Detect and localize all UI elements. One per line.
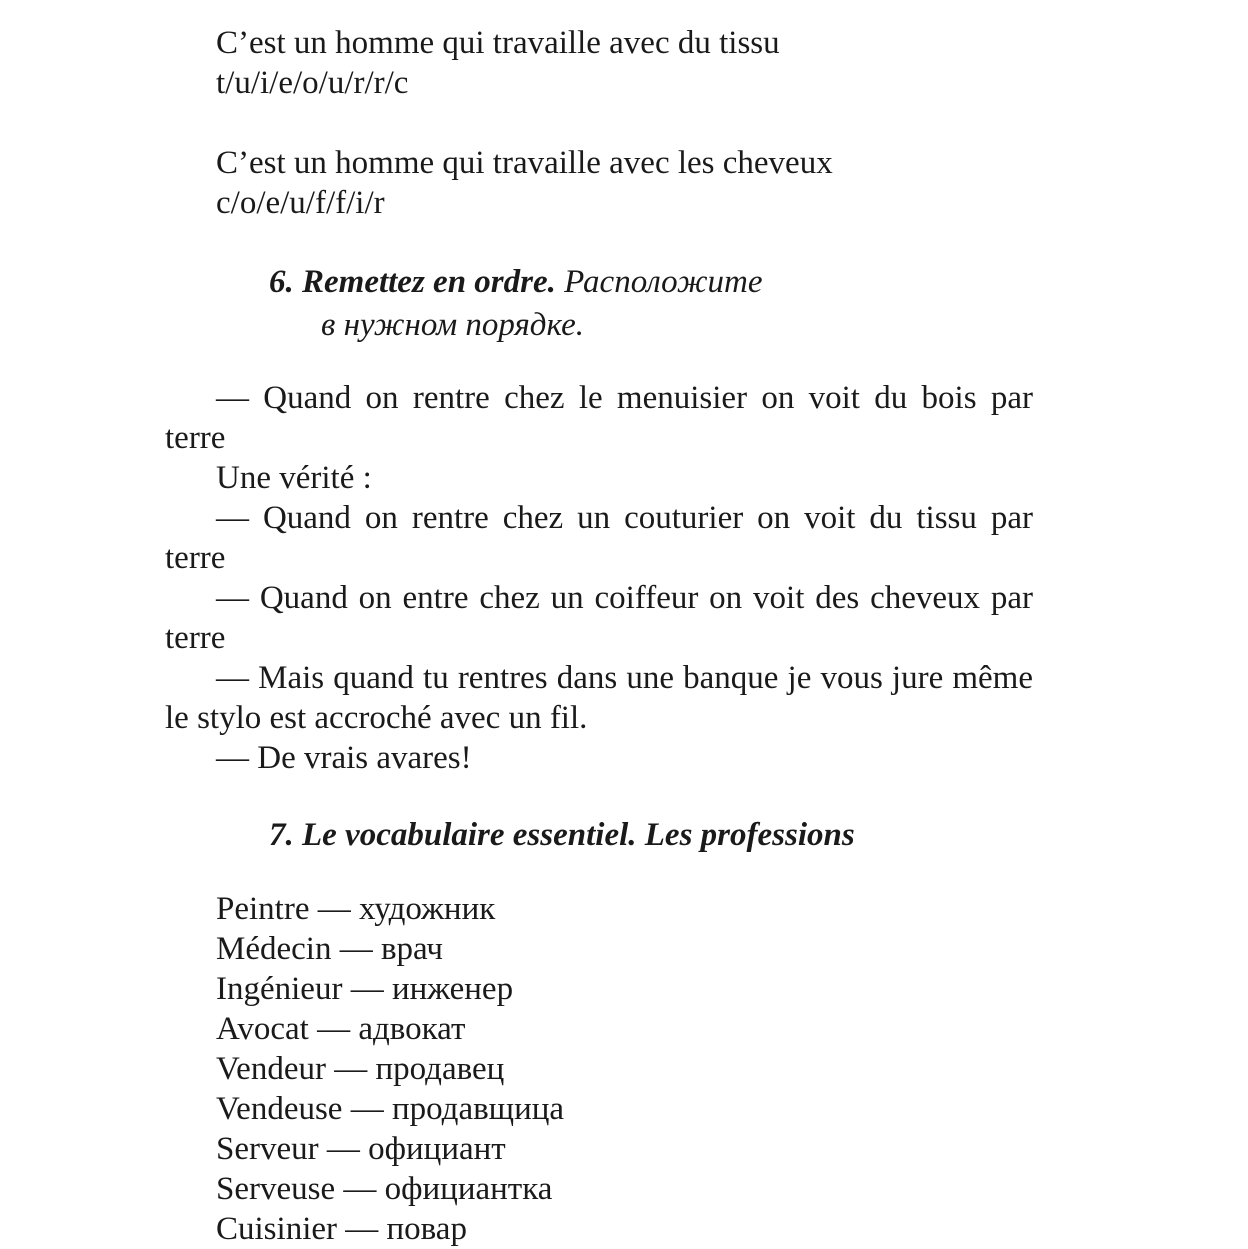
riddle-1-clue: C’est un homme qui travaille avec du tissu bbox=[216, 25, 780, 61]
vocabulary-item: Serveuse — официантка bbox=[216, 1171, 553, 1207]
vocabulary-item: Ingénieur — инженер bbox=[216, 971, 514, 1007]
vocabulary-list bbox=[216, 889, 564, 1249]
vocabulary-item: Vendeuse — продавщица bbox=[216, 1091, 565, 1127]
exercise-6-instruction-line2: в нужном порядке. bbox=[321, 307, 585, 343]
vocabulary-item: Médecin — врач bbox=[216, 931, 443, 967]
vocabulary-item: Cuisinier — повар bbox=[216, 1211, 467, 1247]
vocabulary-item: Serveur — официант bbox=[216, 1131, 506, 1167]
riddle-1-letters: t/u/i/e/o/u/r/r/c bbox=[216, 65, 409, 101]
riddle-2-letters: c/o/e/u/f/f/i/r bbox=[216, 185, 385, 221]
exercise-7-title: 7. Le vocabulaire essentiel. Les professions bbox=[269, 817, 855, 853]
vocabulary-item: Peintre — художник bbox=[216, 891, 496, 927]
vocabulary-item: Vendeur — продавец bbox=[216, 1051, 505, 1087]
exercise-7-heading bbox=[269, 815, 855, 855]
dialogue-paragraph-3: — Quand on rentre chez un couturier on voit du tissu par terre bbox=[165, 500, 1033, 576]
dialogue-paragraph-2: Une vérité : bbox=[216, 460, 372, 496]
riddle-2-clue: C’est un homme qui travaille avec les cheveux bbox=[216, 145, 833, 181]
dialogue-paragraph-5: — Mais quand tu rentres dans une banque je vous jure même le stylo est accroché avec un fil. bbox=[165, 660, 1033, 736]
exercise-6-heading bbox=[269, 262, 763, 302]
exercise-6-instruction-line1: Расположите bbox=[564, 264, 763, 300]
dialogue-paragraph-6: — De vrais avares! bbox=[216, 740, 472, 776]
exercise-6-instruction-line2-wrap bbox=[321, 305, 584, 345]
exercise-6-title: 6. Remettez en ordre. bbox=[269, 264, 556, 300]
dialogue-paragraph-1: — Quand on rentre chez le menuisier on voit du bois par terre bbox=[165, 380, 1033, 456]
vocabulary-item: Avocat — адвокат bbox=[216, 1011, 466, 1047]
dialogue-paragraph-4: — Quand on entre chez un coiffeur on voit des cheveux par terre bbox=[165, 580, 1033, 656]
